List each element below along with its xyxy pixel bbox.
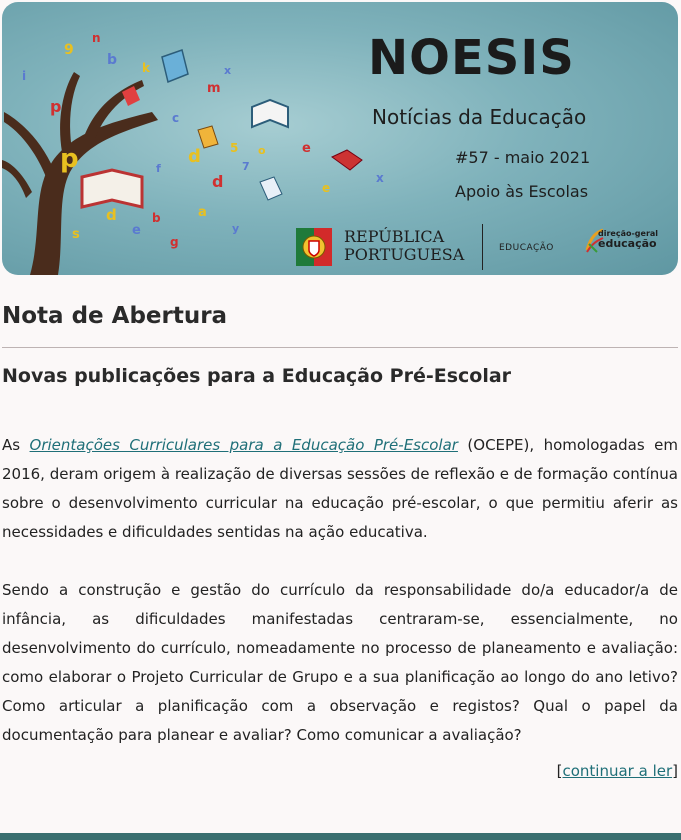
svg-text:x: x [376,171,384,185]
logo-divider [482,224,483,270]
ocepe-link[interactable]: Orientações Curriculares para a Educação Pré-Escolar [29,436,458,454]
svg-text:p: p [60,144,79,174]
svg-text:7: 7 [242,160,250,173]
svg-text:i: i [22,69,27,83]
section-divider [2,347,678,348]
continue-reading-link[interactable]: continuar a ler [562,762,673,780]
svg-text:b: b [152,211,161,225]
svg-text:a: a [198,205,207,220]
svg-text:5: 5 [230,141,239,155]
footer-bar [0,833,681,840]
issue-number: #57 - maio 2021 [455,148,591,167]
svg-text:d: d [106,206,117,224]
svg-text:e: e [322,181,331,195]
tree-illustration [2,2,678,275]
read-more: [continuar a ler] [556,762,678,780]
issue-tagline: Apoio às Escolas [455,182,589,201]
svg-text:g: g [170,235,179,249]
svg-text:n: n [92,31,101,45]
svg-text:p: p [50,97,62,116]
svg-text:f: f [156,162,161,175]
svg-text:s: s [72,227,80,242]
svg-text:9: 9 [64,42,74,58]
svg-text:b: b [107,52,118,68]
svg-text:d: d [188,146,201,167]
svg-text:e: e [302,141,311,156]
article-title: Novas publicações para a Educação Pré-Escolar [2,365,512,387]
svg-text:x: x [224,64,232,77]
newsletter-subtitle: Notícias da Educação [372,105,587,129]
article-paragraph-1: As Orientações Curriculares para a Educação Pré-Escolar (OCEPE), homologadas em 2016, deram origem à realização de diversas sessões de reflexão e de formação contínua sobre o desenvolvimento curricular na educação pré-escolar, o que permitiu aferir as necessidades e dificuldades sentidas na ação educativa. [2,436,678,541]
svg-text:d: d [212,172,224,191]
republica-portuguesa-emblem-icon [292,222,336,272]
svg-text:y: y [232,222,240,235]
republica-portuguesa-wordmark: REPÚBLICA PORTUGUESA [344,227,465,264]
article-paragraph-2: Sendo a construção e gestão do currículo da responsabilidade do/a educador/a de infância, as dificuldades manifestadas centraram-se, essencialmente, no desenvolvimento do currículo, nomeadamente no processo de planeamento e avaliação: como elaborar o Projeto Curricular de Grupo e a sua planificação ao longo do ano letivo? Como articular a planificação com a observação e registos? Qual o papel da documentação para planear e avaliar? Como comunicar a avaliação? [2,581,678,744]
section-title: Nota de Abertura [2,303,228,329]
svg-text:o: o [258,144,266,157]
svg-text:c: c [172,111,180,125]
educacao-wordmark: EDUCAÇÃO [499,243,554,253]
newsletter-logo-title: NOESIS [368,30,575,86]
newsletter-banner [2,2,678,275]
svg-text:m: m [207,81,221,96]
dge-wordmark: direção-geral educação [598,229,659,250]
svg-text:k: k [142,61,150,75]
svg-text:e: e [132,223,141,238]
